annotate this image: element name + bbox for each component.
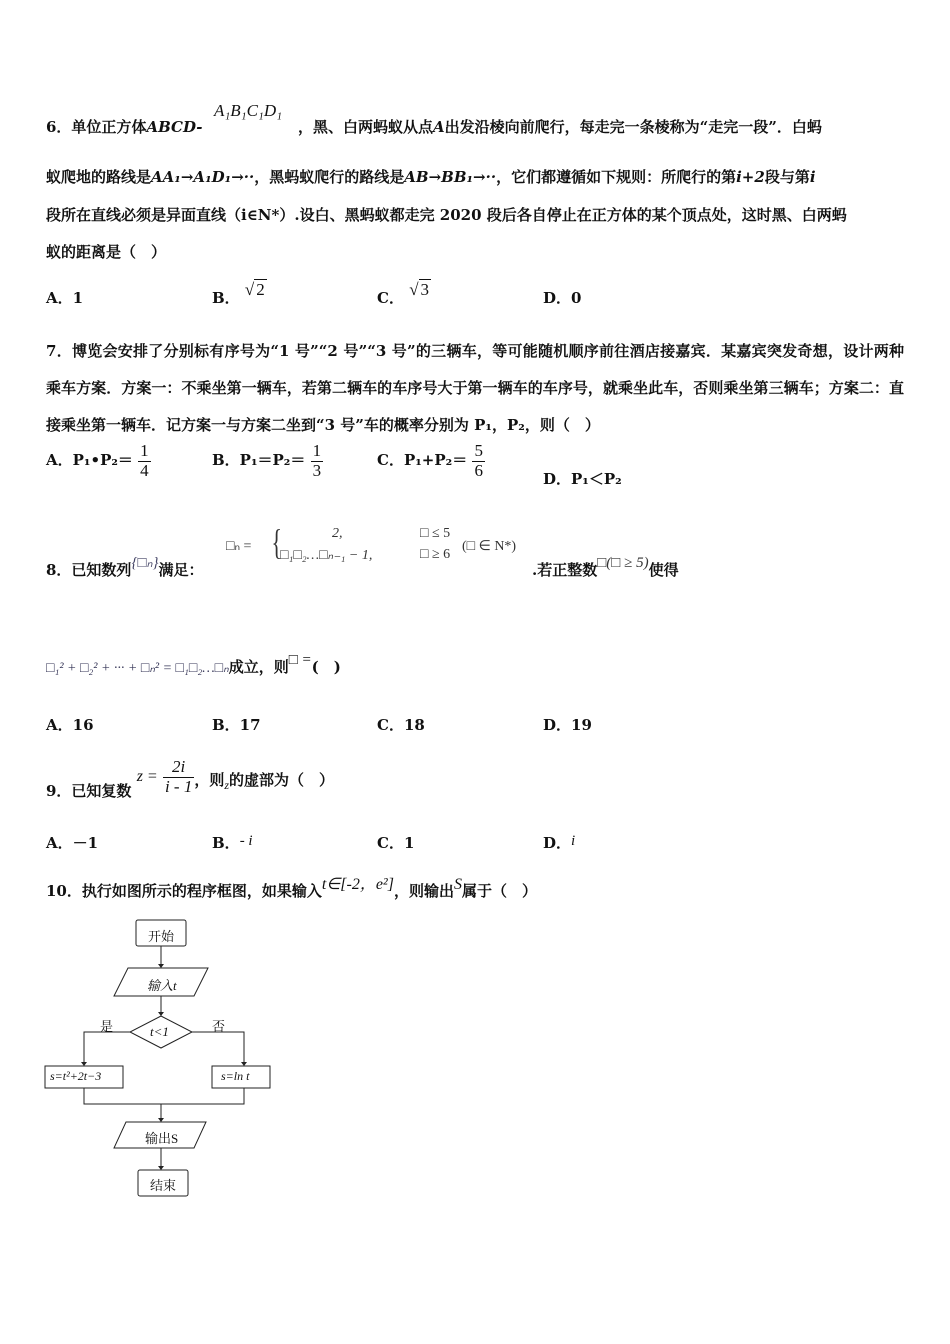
q6-line1-rest: ，黑、白两蚂蚁从点A出发沿棱向前爬行，每走完一条棱称为“走完一段”．白蚂 [298,118,822,136]
fraction: $\frac{1}{4}$ [140,441,149,480]
q6-option-a[interactable]: A．1 [46,289,84,307]
q7-option-a[interactable]: A．P₁•P₂＝ $\frac{1}{4}$ [46,441,149,480]
q8-option-a[interactable]: A．16 [46,716,94,734]
flowchart [40,916,300,1206]
q8-piecewise-definition: □ₙ = { 2, □₁□₂…□ₙ₋₁ − 1, □ ≤ 5 □ ≥ 6 (□ ∈ N*) [226,522,517,563]
q6-solid-top: A₁B₁C₁D₁ [214,101,283,120]
q8-option-c[interactable]: C．18 [377,716,425,734]
fraction-2i-over-i-1: $\frac{2i}{i - 1}$ [164,757,193,796]
sqrt-3: √ 3 [409,280,430,299]
q6-line2: 蚁爬地的路线是AA₁→A₁D₁→··，黑蚂蚁爬行的路线是AB→BB₁→··，它们都遵循如下规则：所爬行的第i+2段与第i [46,168,816,186]
q6-line3: 段所在直线必须是异面直线（i∈N*）.设白、黑蚂蚁都走完 2020 段后各自停止在正方体的某个顶点处，这时黑、白两蚂 [46,206,847,224]
q6-option-c[interactable]: C． √ 3 [377,280,430,307]
flowchart-yes: 是 [100,1019,114,1034]
q8-equation-line: □₁² + □₂² + ··· + □ₙ² = □₁□₂…□ₙ成立，则□ =( ) [46,652,341,676]
fraction: $\frac{1}{3}$ [312,441,322,480]
q6-line4: 蚁的距离是（ ） [46,243,167,261]
sqrt-2: √ 2 [244,280,265,299]
q8-option-b[interactable]: B．17 [212,716,261,734]
flowchart-output: 输出S [145,1131,179,1146]
q9-option-b[interactable]: B．- i [212,833,253,852]
flowchart-right-box: s=ln t [221,1069,250,1083]
q8-option-d[interactable]: D．19 [543,716,592,734]
q8-find: .若正整数□(□ ≥ 5)使得 [532,555,679,579]
flowchart-condition: t<1 [150,1024,169,1039]
q9-option-c[interactable]: C．1 [377,834,415,852]
flowchart-left-box: s=t²+2t−3 [50,1069,102,1083]
q6-option-b[interactable]: B． √ 2 [212,280,265,307]
flowchart-no: 否 [212,1019,226,1034]
flowchart-input: 输入t [147,978,177,993]
q7-option-d[interactable]: D．P₁＜P₂ [543,470,622,488]
flowchart-end: 结束 [150,1178,177,1193]
q8-intro: 8．已知数列{□ₙ}满足： [46,555,204,579]
brace: { [271,522,282,562]
flowchart-start: 开始 [148,929,175,944]
q7-option-b[interactable]: B．P₁＝P₂＝ $\frac{1}{3}$ [212,441,322,480]
q6-option-d[interactable]: D．0 [543,289,582,307]
q7-stem: 7．博览会安排了分别标有序号为“1 号”“2 号”“3 号”的三辆车，等可能随机顺序前往酒店接嘉宾．某嘉宾突发奇想，设计两种乘车方案．方案一：不乘坐第一辆车，若第二辆车的车序号大于第一辆车的车序号，就乘坐此车，否则乘坐第三辆车；方案二：直接乘坐第一辆车．记方案一与方案二坐到“3 号”车的概率分别为 P₁，P₂，则（ ） [46,342,904,434]
q9-stem: 9．已知复数 z = $\frac{2i}{i - 1}$ ，则$_z$的虚部为（ ） [46,757,335,801]
q7-option-c[interactable]: C．P₁+P₂＝ $\frac{5}{6}$ [377,441,483,480]
q9-option-a[interactable]: A．－1 [46,834,99,852]
q6-line1: 6．单位正方体ABCD- [46,118,203,136]
fraction: $\frac{5}{6}$ [474,441,483,480]
q9-option-d[interactable]: D．i [543,833,576,852]
q10-stem: 10．执行如图所示的程序框图，如果输入t∈[-2，e²]，则输出S属于（ ） [46,876,537,900]
